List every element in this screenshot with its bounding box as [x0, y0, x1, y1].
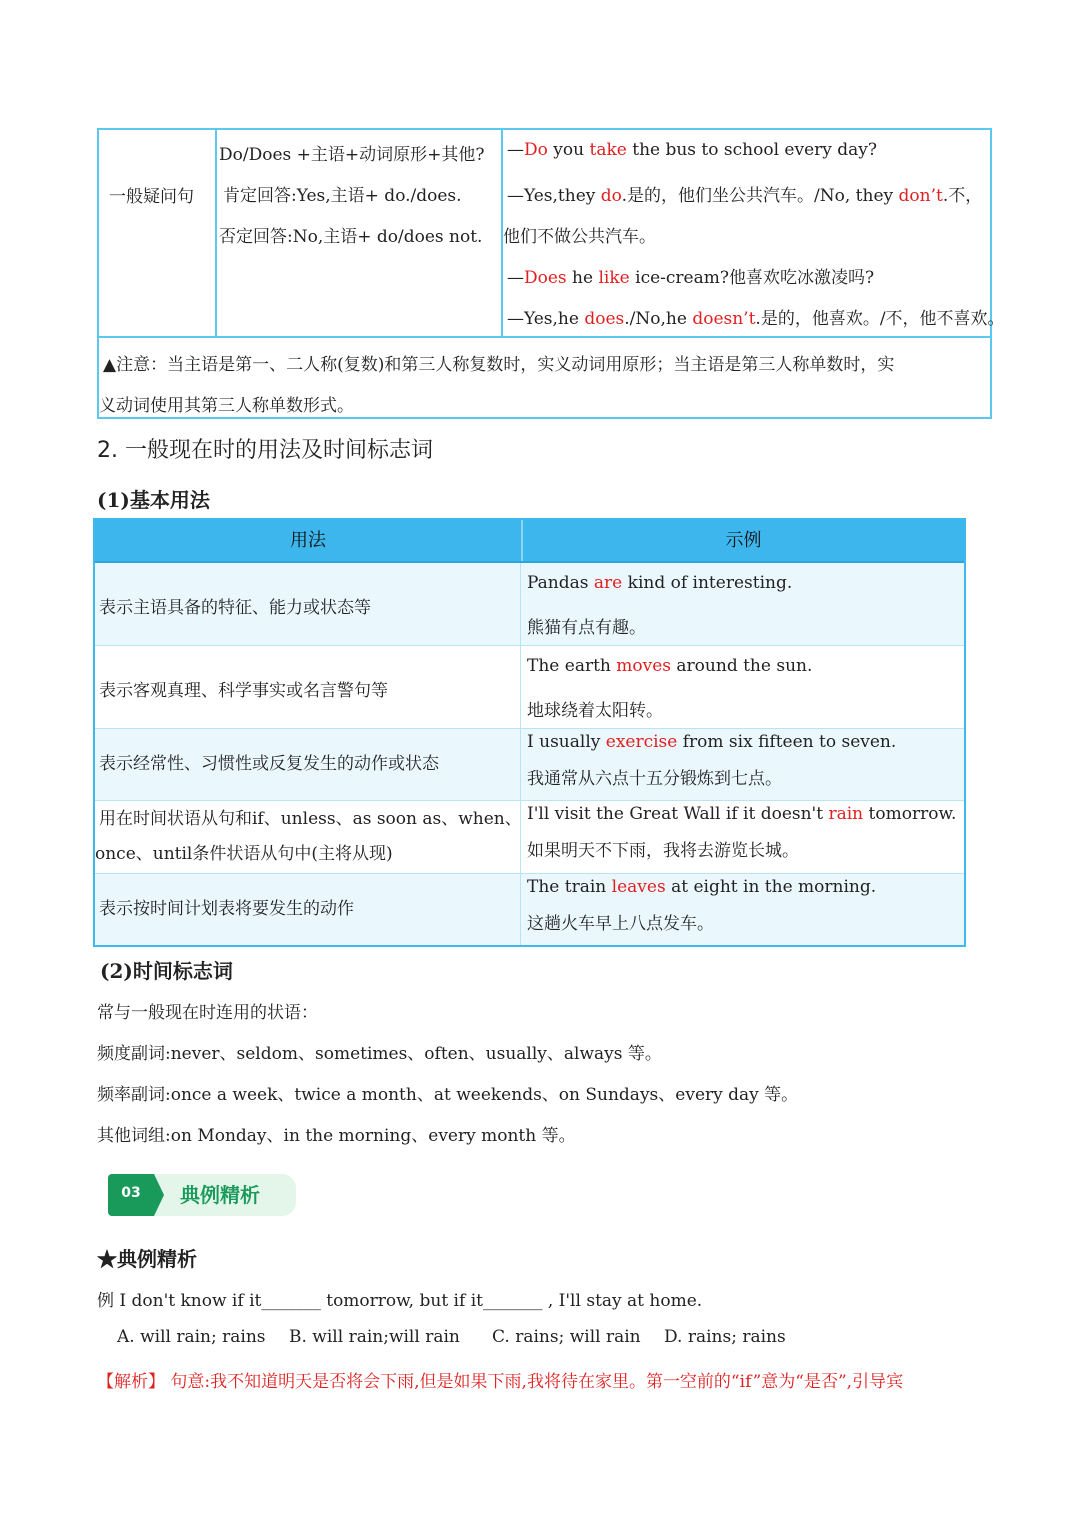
usage-text: 表示主语具备的特征、能力或状态等: [99, 598, 371, 618]
structure-line: Do/Does +主语+动词原形+其他?: [219, 145, 485, 165]
option-a: A. will rain; rains: [117, 1327, 266, 1347]
paragraph: 常与一般现在时连用的状语：: [97, 1003, 318, 1023]
example-zh: 这趟火车早上八点发车。: [527, 914, 714, 934]
example-line: —Does he like ice-cream?他喜欢吃冰激凌吗?: [507, 268, 875, 288]
subsection-title: (1)基本用法: [97, 488, 210, 512]
usage-table: [93, 518, 966, 947]
category-cell: [99, 130, 217, 336]
usage-text: 表示经常性、习惯性或反复发生的动作或状态: [99, 754, 439, 774]
example-line: —Do you take the bus to school every day?: [507, 140, 878, 160]
table-row: [95, 563, 964, 646]
table-row: [95, 729, 964, 801]
example-zh: 地球绕着太阳转。: [527, 701, 663, 721]
category-label: 一般疑问句: [109, 187, 194, 207]
example-zh: 如果明天不下雨，我将去游览长城。: [527, 841, 799, 861]
table-row: [95, 646, 964, 729]
usage-text: 用在时间状语从句和if、unless、as soon as、when、: [99, 809, 522, 829]
header-example: 示例: [725, 530, 762, 551]
header-usage: 用法: [95, 520, 523, 561]
option-d: D. rains; rains: [664, 1327, 786, 1347]
example-en: The earth moves around the sun.: [527, 656, 813, 676]
option-c: C. rains; will rain: [492, 1327, 641, 1347]
badge-label: 典例精析: [180, 1183, 260, 1207]
example-en: I usually exercise from six fifteen to seven.: [527, 732, 897, 752]
example-en: The train leaves at eight in the morning.: [527, 877, 877, 897]
paragraph: 频率副词:once a week、twice a month、at weekends、on Sundays、every day 等。: [97, 1085, 799, 1105]
question-text: 例 I don't know if it_______ tomorrow, but if it_______ , I'll stay at home.: [97, 1291, 703, 1311]
paragraph: 频度副词:never、seldom、sometimes、often、usually、always 等。: [97, 1044, 662, 1064]
example-zh: 熊猫有点有趣。: [527, 618, 646, 638]
subsection-title: (2)时间标志词: [100, 959, 233, 983]
usage-text: 表示按时间计划表将要发生的动作: [99, 899, 354, 919]
usage-text: once、until条件状语从句中(主将从现): [95, 844, 393, 864]
example-en: Pandas are kind of interesting.: [527, 573, 793, 593]
structure-line: 否定回答:No,主语+ do/does not.: [219, 227, 483, 247]
section-badge: [108, 1174, 296, 1216]
example-line: —Yes,he does./No,he doesn’t.是的，他喜欢。/不，他不喜欢。: [507, 309, 1005, 329]
usage-text: 表示客观真理、科学事实或名言警句等: [99, 681, 388, 701]
note-line: ▲注意：当主语是第一、二人称(复数)和第三人称复数时，实义动词用原形；当主语是第三人称单数时，实: [103, 355, 895, 375]
structure-line: 肯定回答:Yes,主语+ do./does.: [223, 186, 462, 206]
option-b: B. will rain;will rain: [289, 1327, 460, 1347]
question-form-table: [97, 128, 1005, 419]
example-en: I'll visit the Great Wall if it doesn't rain tomorrow.: [527, 804, 957, 824]
structure-cell: [217, 130, 503, 336]
table-row: [95, 874, 964, 945]
note-cell: [99, 336, 990, 417]
table-header: [95, 520, 964, 563]
examples-cell: [503, 130, 1005, 336]
note-line: 义动词使用其第三人称单数形式。: [99, 396, 354, 416]
example-zh: 我通常从六点十五分锻炼到七点。: [527, 769, 782, 789]
badge-number: 03: [108, 1174, 154, 1216]
example-line: 他们不做公共汽车。: [503, 227, 656, 247]
example-title: ★典例精析: [97, 1247, 197, 1271]
example-line: —Yes,they do.是的，他们坐公共汽车。/No, they don’t.不，: [507, 186, 983, 206]
paragraph: 其他词组:on Monday、in the morning、every month 等。: [97, 1126, 576, 1146]
section-title: 2. 一般现在时的用法及时间标志词: [97, 438, 433, 463]
analysis-text: 【解析】 句意:我不知道明天是否将会下雨,但是如果下雨,我将待在家里。第一空前的“if”意为“是否”,引导宾: [97, 1372, 904, 1392]
table-row: [95, 801, 964, 874]
